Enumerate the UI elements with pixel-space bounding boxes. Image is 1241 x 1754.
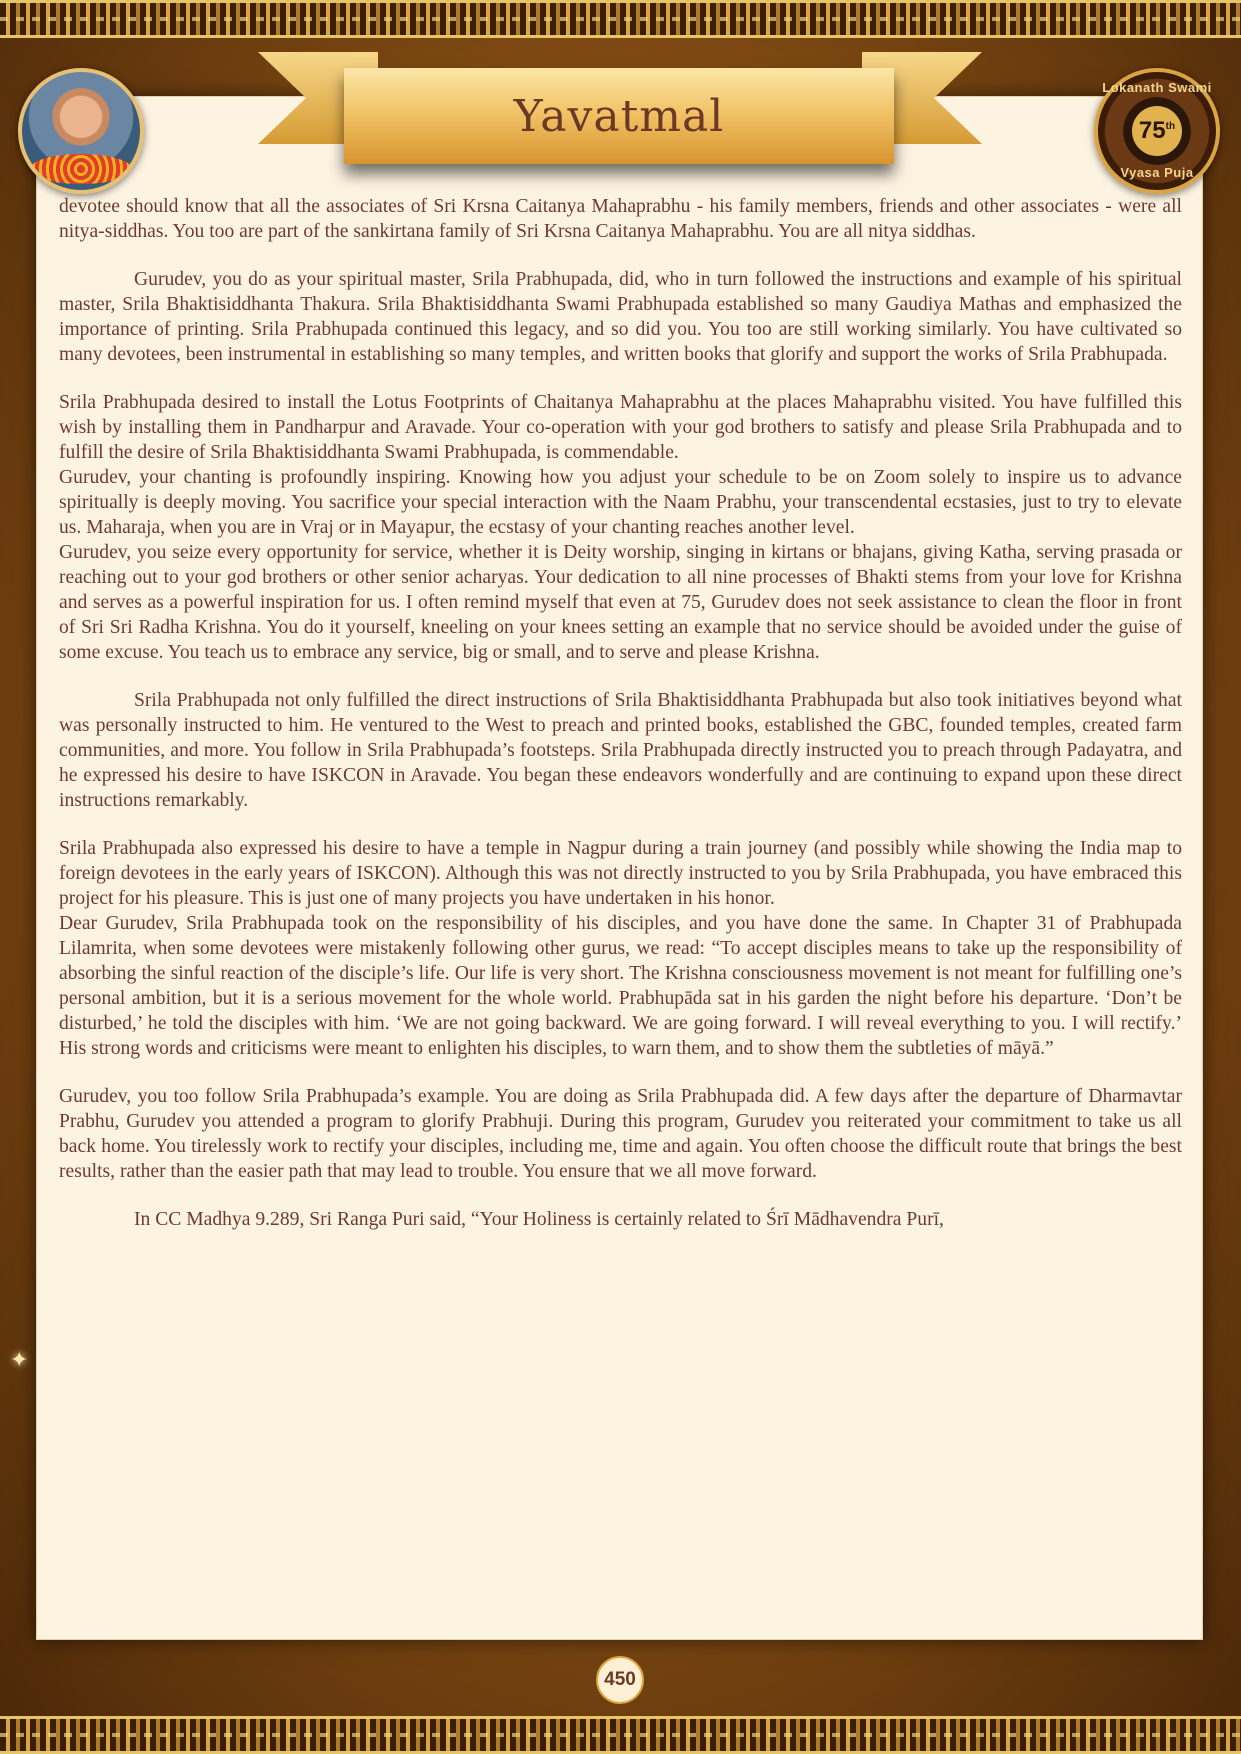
paragraph-10: In CC Madhya 9.289, Sri Ranga Puri said, “Your Holiness is certainly related to Śrī Mādhavendra Purī, — [134, 1209, 944, 1230]
title-ribbon — [344, 68, 894, 164]
seal-bottom-text: Vyasa Puja — [1120, 165, 1194, 180]
paragraph-6: Srila Prabhupada not only fulfilled the direct instructions of Srila Bhaktisiddhanta Prabhupada but also took initiatives beyond what was personally instructed to him. He ventured to the West to preach and printed books, established the GBC, founded temples, created farm communities, and more. You follow in Srila Prabhupada’s footsteps. Srila Prabhupada directly instructed you to preach through Padayatra, and he expressed his desire to have ISKCON in Aravade. You began these endeavors wonderfully and are continuing to expand upon these direct instructions remarkably. — [59, 690, 1182, 811]
body-text — [59, 194, 1182, 1232]
page-number-badge: 450 — [596, 1656, 644, 1704]
seal-top-text: Lokanath Swami — [1102, 80, 1212, 95]
paragraph-1: devotee should know that all the associates of Sri Krsna Caitanya Mahaprabhu - his family members, friends and other associates - were all nitya-siddhas. You too are part of the sankirtana family of Sri Krsna Caitanya Mahaprabhu. You are all nitya siddhas. — [59, 196, 1182, 242]
sparkle-decoration: ✦ — [10, 1348, 29, 1373]
paragraph-2: Gurudev, you do as your spiritual master, Srila Prabhupada, did, who in turn followed the instructions and example of his spiritual master, Srila Bhaktisiddhanta Thakura. Srila Bhaktisiddhanta Swami Prabhupada established so many Gaudiya Mathas and emphasized the importance of printing. Srila Prabhupada continued this legacy, and so did you. You too are still working similarly. You have cultivated so many devotees, been instrumental in establishing so many temples, and written books that glorify and support the works of Srila Prabhupada. — [59, 269, 1182, 365]
paragraph-9: Gurudev, you too follow Srila Prabhupada’s example. You are doing as Srila Prabhupada did. A few days after the departure of Dharmavtar Prabhu, Gurudev you attended a program to glorify Prabhuji. During this program, Gurudev you reiterated your commitment to take us all back home. You tirelessly work to rectify your disciples, including me, time and again. You often choose the difficult route that brings the best results, rather than the easier path that may lead to trouble. You ensure that we all move forward. — [59, 1086, 1182, 1182]
top-ornamental-border — [0, 0, 1241, 38]
page-title: Yavatmal — [513, 90, 725, 142]
paragraph-8: Dear Gurudev, Srila Prabhupada took on the responsibility of his disciples, and you have done the same. In Chapter 31 of Prabhupada Lilamrita, when some devotees were mistakenly following other gurus, we read: “To accept disciples means to take up the responsibility of absorbing the sinful reaction of the disciple’s life. Our life is very short. The Krishna consciousness movement is not meant for fulfilling one’s personal ambition, but it is a serious movement for the whole world. Prabhupāda sat in his garden the night before his departure. ‘Don’t be disturbed,’ he told the disciples with him. ‘We are not going backward. We are going forward. I will reveal everything to you. I will rectify.’ His strong words and criticisms were meant to enlighten his disciples, to warn them, and to show them the subtleties of māyā.” — [59, 913, 1182, 1059]
vyasa-puja-seal-logo — [1094, 68, 1220, 194]
paragraph-3: Srila Prabhupada desired to install the Lotus Footprints of Chaitanya Mahaprabhu at the places Mahaprabhu visited. You have fulfilled this wish by installing them in Pandharpur and Aravade. Your co-operation with your god brothers to satisfy and please Srila Prabhupada and to fulfill the desire of Srila Bhaktisiddhanta Swami Prabhupada, is commendable. — [59, 392, 1182, 463]
seal-number: 75 $^{th}$ — [1132, 106, 1182, 156]
paragraph-4: Gurudev, your chanting is profoundly inspiring. Knowing how you adjust your schedule to be on Zoom solely to inspire us to advance spiritually is deeply moving. You sacrifice your special interaction with the Naam Prabhu, your transcendental ecstasies, just to try to elevate us. Maharaja, when you are in Vraj or in Mayapur, the ecstasy of your chanting reaches another level. — [59, 467, 1182, 538]
author-portrait-photo — [18, 68, 144, 194]
bottom-ornamental-border — [0, 1716, 1241, 1754]
paragraph-5: Gurudev, you seize every opportunity for service, whether it is Deity worship, singing in kirtans or bhajans, giving Katha, serving prasada or reaching out to your god brothers or other senior acharyas. Your dedication to all nine processes of Bhakti stems from your love for Krishna and serves as a powerful inspiration for us. I often remind myself that even at 75, Gurudev does not seek assistance to clean the floor in front of Sri Sri Radha Krishna. You do it yourself, kneeling on your knees setting an example that no service should be avoided under the guise of some excuse. You teach us to embrace any service, big or small, and to serve and please Krishna. — [59, 542, 1182, 663]
garland-decoration — [30, 154, 132, 184]
paragraph-7: Srila Prabhupada also expressed his desire to have a temple in Nagpur during a train journey (and possibly while showing the India map to foreign devotees in the early years of ISKCON). Although this was not directly instructed to you by Srila Prabhupada, you have embraced this project for his pleasure. This is just one of many projects you have undertaken in his honor. — [59, 838, 1182, 909]
